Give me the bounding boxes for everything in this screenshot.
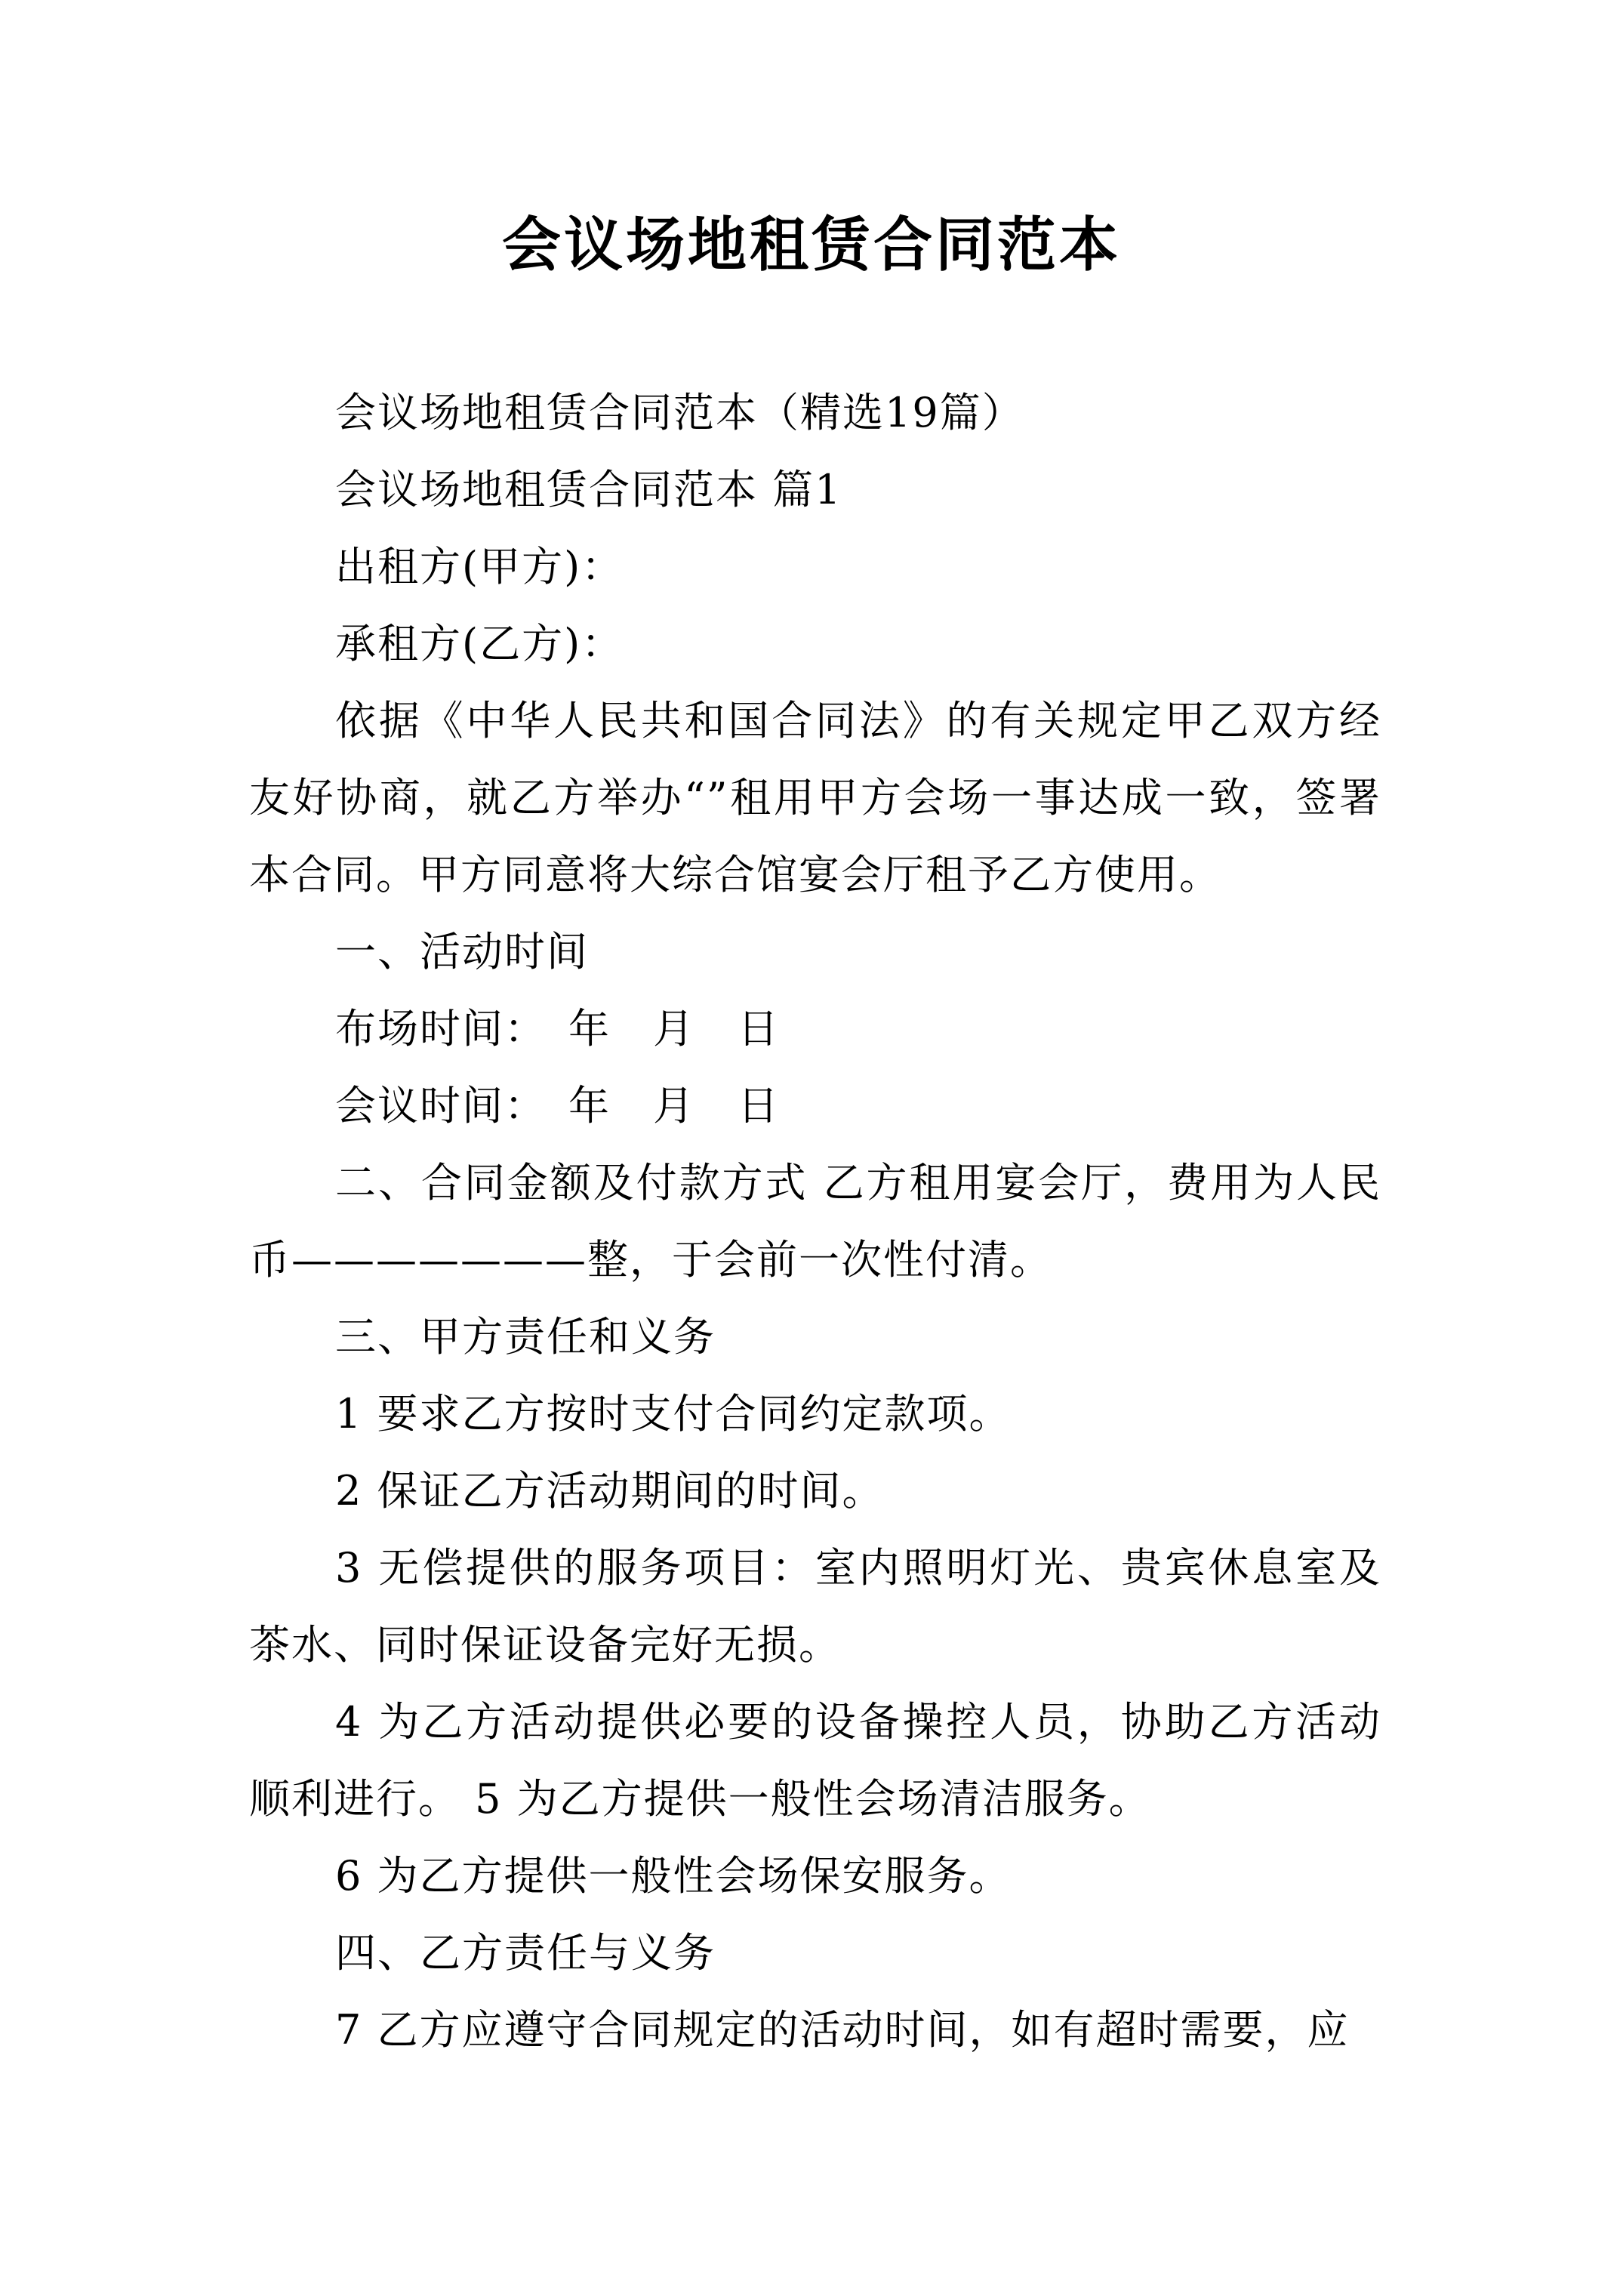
paragraph-clause-payment: 二、合同金额及付款方式 乙方租用宴会厅，费用为人民币———————整，于会前一次性付清。 xyxy=(249,1159,1381,1284)
paragraph-lessor: 出租方(甲方)： xyxy=(335,543,624,590)
paragraph-clause-heading-1: 一、活动时间 xyxy=(335,928,589,975)
paragraph-subtitle: 会议场地租赁合同范本（精选19篇） xyxy=(335,389,1024,436)
document-title: 会议场地租赁合同范本 xyxy=(501,211,1121,279)
paragraph-item-3: 3 无偿提供的服务项目：室内照明灯光、贵宾休息室及茶水、同时保证设备完好无损。 xyxy=(249,1544,1381,1669)
paragraph-meeting-time: 会议时间： 年 月 日 xyxy=(335,1082,780,1130)
paragraph-setup-time: 布场时间： 年 月 日 xyxy=(335,1005,780,1052)
paragraph-clause-heading-3: 三、甲方责任和义务 xyxy=(335,1313,716,1361)
paragraph-item-1: 1 要求乙方按时支付合同约定款项。 xyxy=(335,1390,1012,1438)
paragraph-lessee: 承租方(乙方)： xyxy=(335,620,624,667)
paragraph-item-2: 2 保证乙方活动期间的时间。 xyxy=(335,1467,885,1515)
paragraph-preamble: 依据《中华人民共和国合同法》的有关规定甲乙双方经友好协商，就乙方举办“”租用甲方会场一事达成一致，签署本合同。甲方同意将大综合馆宴会厅租予乙方使用。 xyxy=(249,697,1381,898)
document-body xyxy=(249,374,1381,2069)
paragraph-item-6: 6 为乙方提供一般性会场保安服务。 xyxy=(335,1852,1012,1900)
paragraph-item-7: 7 乙方应遵守合同规定的活动时间，如有超时需要，应 xyxy=(335,2006,1350,2054)
paragraph-section-heading: 会议场地租赁合同范本 篇1 xyxy=(335,466,842,513)
paragraph-item-4-5: 4 为乙方活动提供必要的设备操控人员，协助乙方活动顺利进行。 5 为乙方提供一般性会场清洁服务。 xyxy=(249,1698,1381,1823)
paragraph-clause-heading-4: 四、乙方责任与义务 xyxy=(335,1929,716,1977)
